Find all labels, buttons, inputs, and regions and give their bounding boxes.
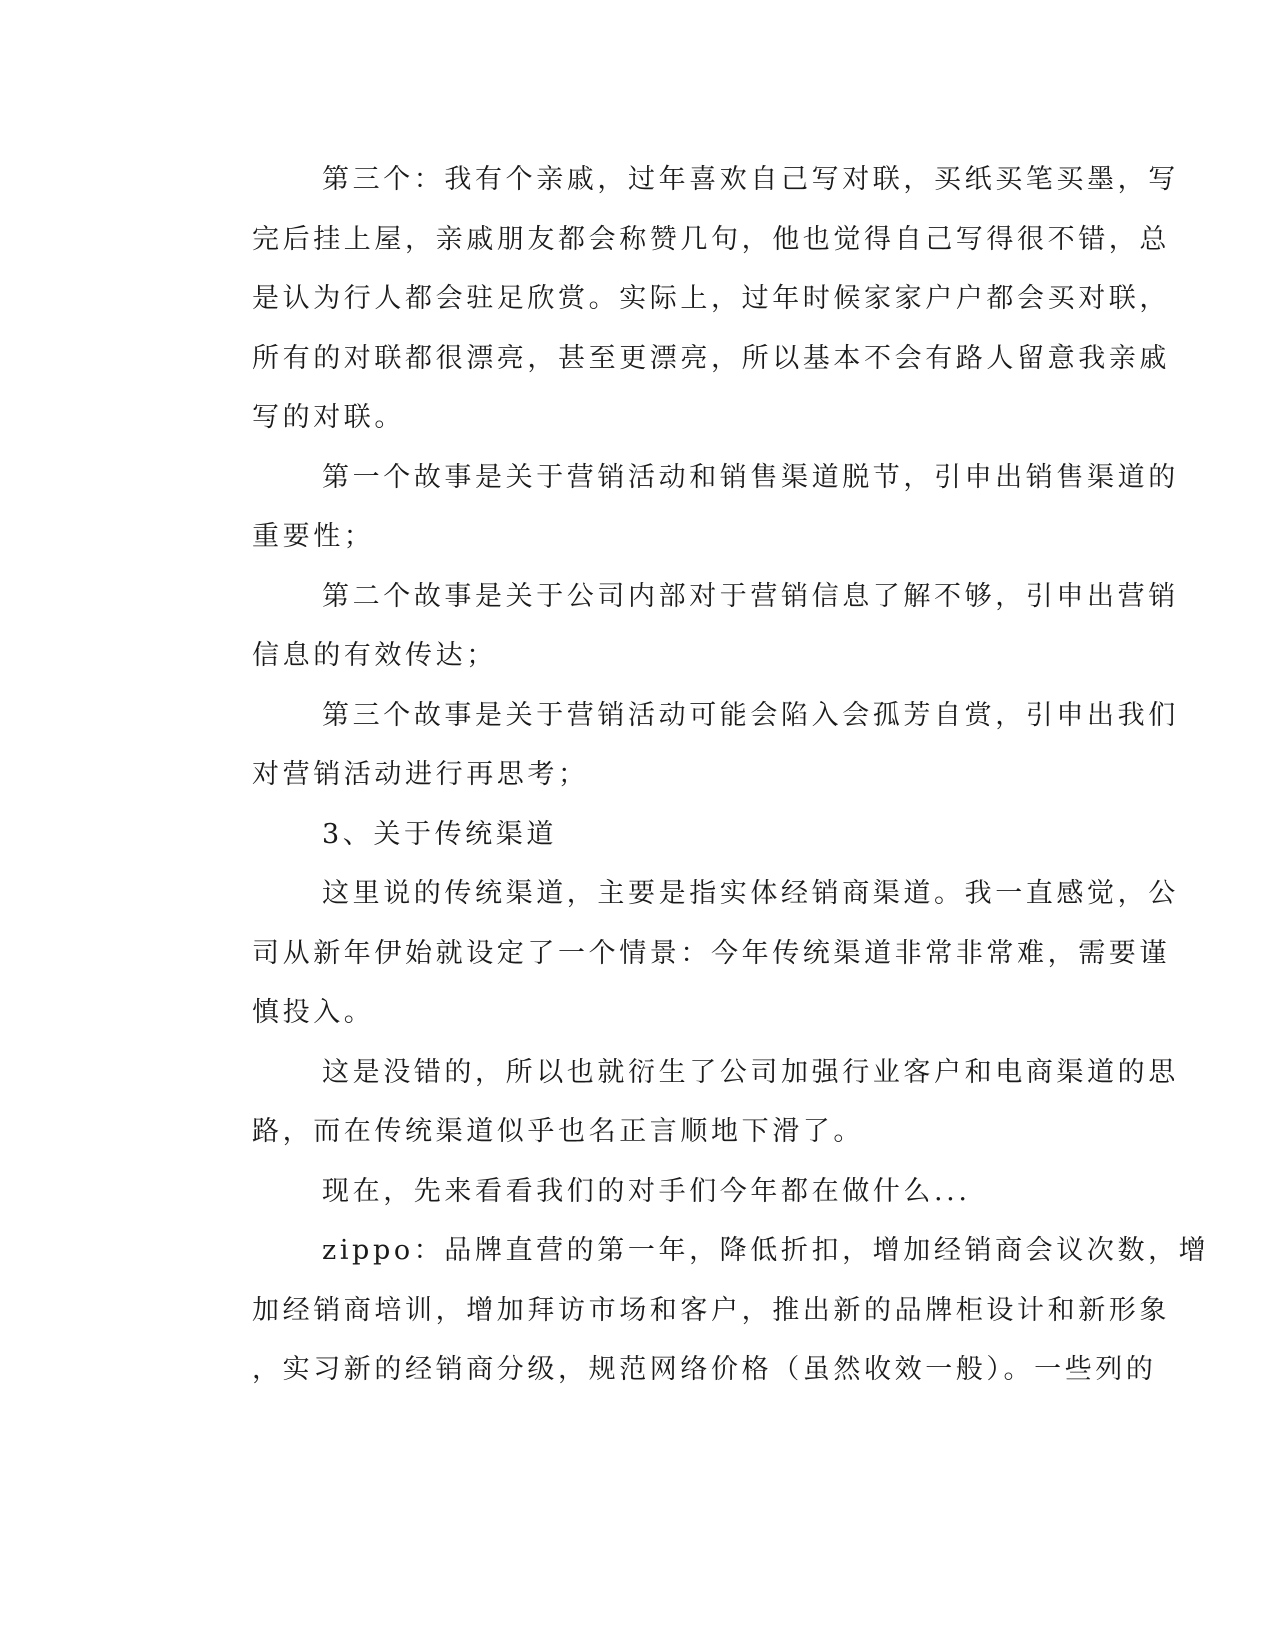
text-line: 慎投入。 — [252, 997, 375, 1028]
text-line: ，实习新的经销商分级，规范网络价格（虽然收效一般）。一些列的 — [252, 1354, 1157, 1385]
text-line: 第二个故事是关于公司内部对于营销信息了解不够，引申出营销 — [322, 580, 1179, 612]
text-line: 重要性； — [252, 521, 375, 552]
text-line: 完后挂上屋，亲戚朋友都会称赞几句，他也觉得自己写得很不错，总 — [252, 223, 1170, 255]
body-text — [182, 150, 1210, 1400]
paragraph-competitors-intro — [182, 1162, 1032, 1222]
paragraph-story-one — [182, 448, 1179, 567]
text-line: 信息的有效传达； — [252, 640, 497, 671]
text-line: 路，而在传统渠道似乎也名正言顺地下滑了。 — [252, 1116, 864, 1147]
text-line: 加经销商培训，增加拜访市场和客户，推出新的品牌柜设计和新形象 — [252, 1294, 1170, 1326]
section-heading — [182, 805, 1032, 865]
text-line: 是认为行人都会驻足欣赏。实际上，过年时候家家户户都会买对联， — [252, 283, 1170, 314]
text-line: 这是没错的，所以也就衍生了公司加强行业客户和电商渠道的思 — [322, 1056, 1179, 1088]
paragraph-story-three — [182, 686, 1179, 805]
paragraph-decline — [182, 1043, 1179, 1162]
paragraph-story-two — [182, 567, 1179, 686]
text-line: zippo：品牌直营的第一年，降低折扣，增加经销商会议次数，增 — [322, 1235, 1210, 1266]
text-line: 这里说的传统渠道，主要是指实体经销商渠道。我一直感觉，公 — [322, 878, 1179, 909]
text-line: 第三个：我有个亲戚，过年喜欢自己写对联，买纸买笔买墨，写 — [322, 164, 1179, 195]
paragraph-traditional-channels — [182, 864, 1179, 1043]
paragraph-relative-couplets — [182, 150, 1179, 448]
text-line: 对营销活动进行再思考； — [252, 759, 589, 790]
text-line: 写的对联。 — [252, 402, 405, 433]
text-line: 第三个故事是关于营销活动可能会陷入会孤芳自赏，引申出我们 — [322, 699, 1179, 731]
text-line: 所有的对联都很漂亮，甚至更漂亮，所以基本不会有路人留意我亲戚 — [252, 342, 1170, 374]
text-line: 现在，先来看看我们的对手们今年都在做什么... — [322, 1175, 971, 1207]
section-heading-text: 3、关于传统渠道 — [322, 818, 557, 850]
text-line: 第一个故事是关于营销活动和销售渠道脱节，引申出销售渠道的 — [322, 461, 1179, 493]
text-line: 司从新年伊始就设定了一个情景：今年传统渠道非常非常难，需要谨 — [252, 937, 1170, 969]
paragraph-zippo — [182, 1221, 1210, 1400]
